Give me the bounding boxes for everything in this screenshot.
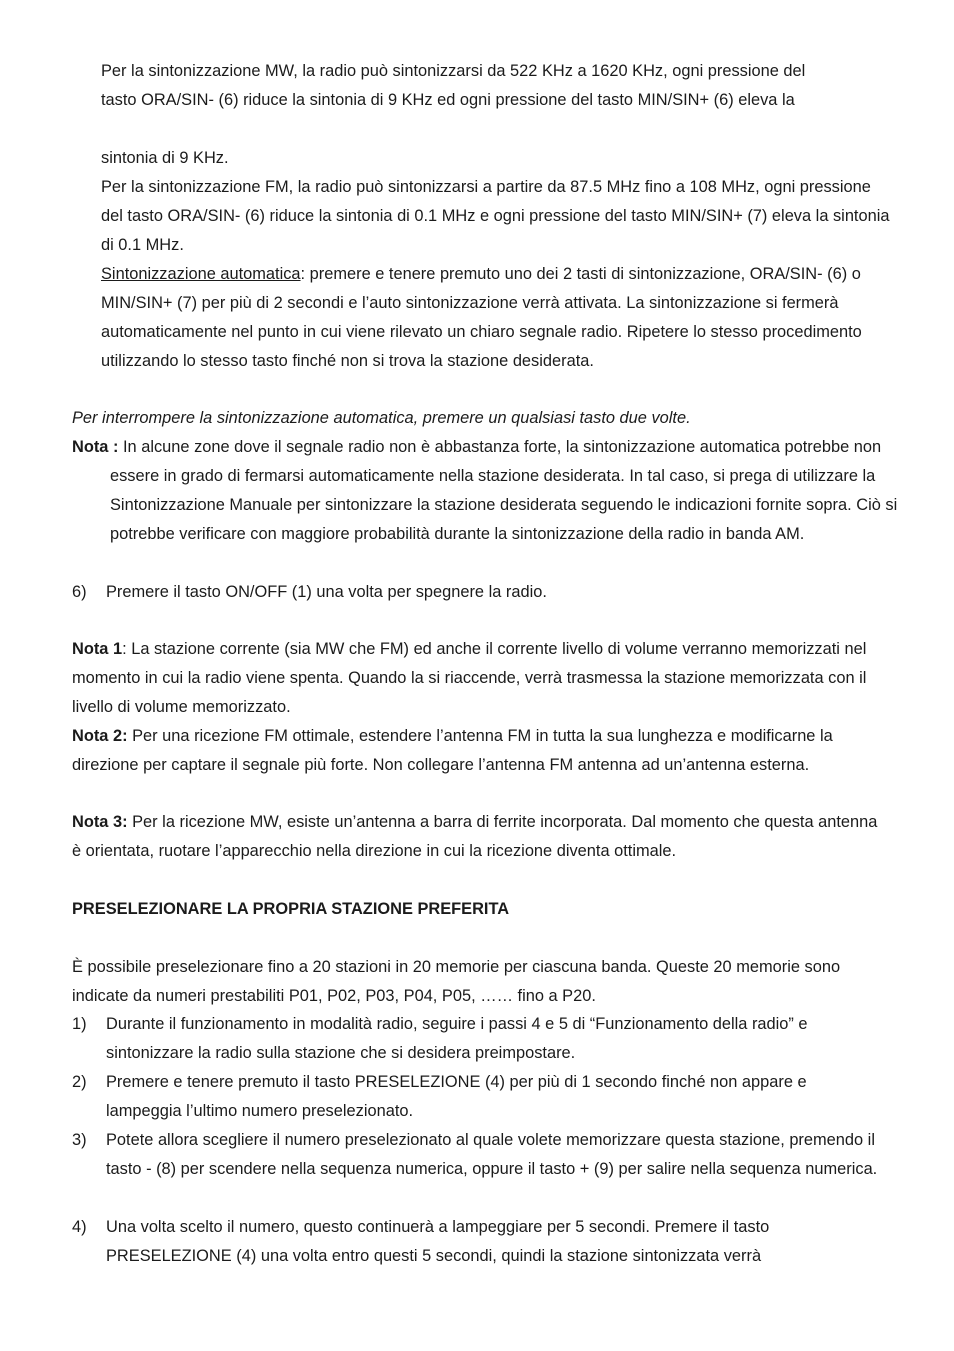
interrupt-note [72, 404, 898, 433]
step-number: 2) [72, 1073, 87, 1091]
nota-1-text: : La stazione corrente (sia MW che FM) ed anche il corrente livello di volume verranno memorizzati nel momento in cui la radio viene spenta. Quando la si riaccende, verrà trasmessa la stazione memorizzata con il livello di volume memorizzato. [72, 640, 867, 716]
mw-line-3: sintonia di 9 KHz. [101, 149, 229, 167]
step-text: Potete allora scegliere il numero preselezionato al quale volete memorizzare questa stazione, premendo il tasto - (8) per scendere nella sequenza numerica, oppure il tasto + (9) per salire nella sequenza numerica. [106, 1131, 878, 1178]
step-number: 6) [72, 583, 87, 601]
nota-3-label: Nota 3: [72, 813, 128, 831]
preset-intro-paragraph: È possibile preselezionare fino a 20 stazioni in 20 memorie per ciascuna banda. Queste 20 memorie sono indicate da numeri prestabiliti P01, P02, P03, P04, P05, …… fino a P20. [72, 958, 841, 1005]
nota-paragraph [72, 433, 920, 549]
step-text: Durante il funzionamento in modalità radio, seguire i passi 4 e 5 di “Funzionamento della radio” e sintonizzare la radio sulla stazione che si desidera preimpostare. [106, 1015, 808, 1062]
nota-2-paragraph [72, 722, 890, 780]
mw-line-1: Per la sintonizzazione MW, la radio può sintonizzarsi da 522 KHz a 1620 KHz, ogni pressione del [101, 62, 806, 80]
mw-tuning-paragraph [101, 57, 901, 115]
interrupt-text: Per interrompere la sintonizzazione automatica, premere un qualsiasi tasto due volte. [72, 409, 691, 427]
nota-1-label: Nota 1 [72, 640, 123, 658]
nota-3-text: Per la ricezione MW, esiste un’antenna a barra di ferrite incorporata. Dal momento che questa antenna è orientata, ruotare l’apparecchio nella direzione in cui la ricezione diventa ottimale. [72, 813, 878, 860]
step-number: 1) [72, 1015, 87, 1033]
section-heading: PRESELEZIONARE LA PROPRIA STAZIONE PREFERITA [72, 900, 510, 918]
mw-line-2: tasto ORA/SIN- (6) riduce la sintonia di 9 KHz ed ogni pressione del tasto MIN/SIN+ (6) eleva la [101, 90, 795, 109]
step-text: Premere il tasto ON/OFF (1) una volta per spegnere la radio. [106, 583, 547, 601]
step-number: 3) [72, 1131, 87, 1149]
nota-2-text: Per una ricezione FM ottimale, estendere l’antenna FM in tutta la sua lunghezza e modificarne la direzione per captare il segnale più forte. Non collegare l’antenna FM antenna ad un’antenna esterna. [72, 727, 833, 774]
nota-2-label: Nota 2: [72, 727, 128, 745]
nota-3-paragraph [72, 808, 884, 866]
nota-text: In alcune zone dove il segnale radio non è abbastanza forte, la sintonizzazione automatica potrebbe non essere in grado di fermarsi automaticamente nella stazione desiderata. In tal caso, si prega di utilizzare la Sintonizzazione Manuale per sintonizzare la stazione desiderata seguendo le indicazioni fornite sopra. Ciò si potrebbe verificare con maggiore probabilità durante la sintonizzazione della radio in banda AM. [110, 438, 898, 543]
step-text: Premere e tenere premuto il tasto PRESELEZIONE (4) per più di 1 secondo finché non appare e lampeggia l’ultimo numero preselezionato. [106, 1073, 807, 1120]
step-text: Una volta scelto il numero, questo continuerà a lampeggiare per 5 secondi. Premere il tasto PRESELEZIONE (4) una volta entro questi 5 secondi, quindi la stazione sintonizzata verrà [106, 1218, 770, 1265]
nota-1-paragraph [72, 635, 872, 722]
auto-tuning-label: Sintonizzazione automatica [101, 265, 301, 283]
fm-tuning-paragraph: Per la sintonizzazione FM, la radio può sintonizzarsi a partire da 87.5 MHz fino a 108 MHz, ogni pressione del tasto ORA/SIN- (6) riduce la sintonia di 0.1 MHz e ogni pressione del tasto MIN/SIN+ (7) eleva la sintonia di 0.1 MHz. [101, 178, 890, 254]
auto-tuning-paragraph [101, 260, 901, 376]
step-number: 4) [72, 1218, 87, 1236]
auto-tuning-text: : premere e tenere premuto uno dei 2 tasti di sintonizzazione, ORA/SIN- (6) o MIN/SIN+ (7) per più di 2 secondi e l’auto sintonizzazione verrà attivata. La sintonizzazione si fermerà automaticamente nel punto in cui viene rilevato un chiaro segnale radio. Ripetere lo stesso procedimento utilizzando lo stesso tasto finché non si trova la stazione desiderata. [101, 265, 862, 370]
nota-label: Nota : [72, 438, 119, 456]
